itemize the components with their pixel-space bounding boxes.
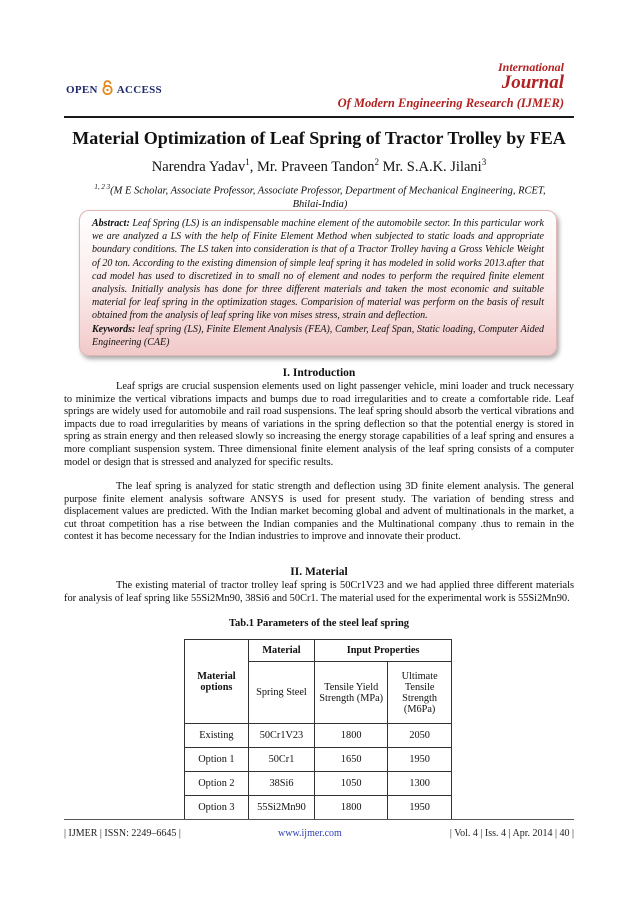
journal-name-line2: Journal xyxy=(501,72,564,93)
author-3: Mr. S.A.K. Jilani xyxy=(378,158,482,175)
cell-tys: 1650 xyxy=(315,748,388,772)
material-paragraph: The existing material of tractor trolley leaf spring is 50Cr1V23 and we had applied three different materials for analysis of leaf spring like 55Si2Mn90, 38Si6 and 50Cr1. The material used for the experimental work is 55Si2Mn90. xyxy=(64,580,574,604)
section-heading-introduction: I. Introduction xyxy=(282,367,356,379)
table-row xyxy=(185,772,452,796)
section-heading-material: II. Material xyxy=(290,566,348,578)
author-2: , Mr. Praveen Tandon xyxy=(249,158,375,175)
cell-option: Option 1 xyxy=(185,748,249,772)
subheader-tensile-yield: Tensile Yield Strength (MPa) xyxy=(315,662,388,724)
author-3-sup: 3 xyxy=(481,157,487,167)
journal-name-line1: International xyxy=(497,60,564,74)
subheader-spring-steel: Spring Steel xyxy=(248,662,314,724)
cell-tys: 1800 xyxy=(315,724,388,748)
abstract-text xyxy=(92,217,544,349)
affiliation-line2: Bhilai-India) xyxy=(292,198,348,210)
cell-tys: 1800 xyxy=(315,796,388,820)
cell-steel: 38Si6 xyxy=(248,772,314,796)
journal-name-line3: Of Modern Engineering Research (IJMER) xyxy=(337,96,564,110)
affiliation xyxy=(80,181,560,211)
abstract-label: Abstract: xyxy=(92,218,130,229)
header-material: Material xyxy=(248,640,314,662)
cell-option: Existing xyxy=(185,724,249,748)
intro-paragraph-2: The leaf spring is analyzed for static strength and deflection using 3D finite element analysis. The general purpose finite element analysis software ANSYS is used for present study. The variation of bending stress and displacement values are predicted. With the Indian market becoming global and advent of multinationals in the market, a cut throat competition has a rise between the Indian companies and the Multinational company .thus to remain in the contest it has become necessary for the Indian industries to improve and innovate their product. xyxy=(64,481,574,543)
author-1-sup: 1 xyxy=(245,157,250,167)
cell-steel: 55Si2Mn90 xyxy=(248,796,314,820)
material-table xyxy=(184,639,452,820)
footer-volume: | Vol. 4 | Iss. 4 | Apr. 2014 | 40 | xyxy=(449,828,574,839)
cell-uts: 2050 xyxy=(388,724,452,748)
paper-title: Material Optimization of Leaf Spring of Tractor Trolley by FEA xyxy=(72,128,566,148)
footer-issn: | IJMER | ISSN: 2249–6645 | xyxy=(64,828,181,839)
table-row xyxy=(185,724,452,748)
author-list xyxy=(64,157,574,176)
cell-uts: 1950 xyxy=(388,796,452,820)
table-row xyxy=(185,796,452,820)
open-access-logo xyxy=(66,82,162,97)
subheader-ultimate-tensile: Ultimate Tensile Strength (M6Pa) xyxy=(388,662,452,724)
header-input-properties: Input Properties xyxy=(315,640,452,662)
cell-steel: 50Cr1V23 xyxy=(248,724,314,748)
author-1: Narendra Yadav xyxy=(151,158,246,175)
header-rule xyxy=(64,116,574,118)
abstract-body: Leaf Spring (LS) is an indispensable machine element of the automobile sector. In this particular work we are analyzed a LS with the help of Finite Element Method when subjected to static loads and appropriate boundary conditions. The LS taken into consideration is that of a Tractor Trolley having a Gross Vehicle Weight of 20 ton. According to the existing dimension of simple leaf spring it has modeled in solid works 2013.after that cad model has used to discretized in to small no of element and nodes to perform the required finite element analysis. Initially analysis has done for three different materials and taken the most economic and suitable material for leaf spring in the optimization stages. Comparision of material was perform on the basis of result obtained from the analysis of leaf spring like von mises stress, strain and deflection. xyxy=(92,218,544,322)
open-lock-icon xyxy=(101,80,114,95)
intro-paragraph-1: Leaf sprigs are crucial suspension elements used on light passenger vehicle, mini loader and truck necessary to minimize the vertical vibrations impacts and bumps due to road irregularities and to create a comfortable ride. Leaf springs are widely used for automobile and rail road suspensions. The leaf spring should absorb the vertical vibrations and impacts due to road irregularities by means of variations in the spring deflection so that the potential energy is stored in spring as strain energy and then released slowly so increasing the energy storage capabilities of a leaf spring and ensures a more compliant suspension system. Three dimensional finite element analysis of the leaf spring consists of a computer model or design that is stressed and analyzed for specific results. xyxy=(64,381,574,468)
keywords-label: Keywords: xyxy=(92,323,136,335)
affiliation-line1: (M E Scholar, Associate Professor, Associate Professor, Department of Mechanical Engineering, RCET, xyxy=(110,185,546,197)
table-row xyxy=(185,748,452,772)
affiliation-sup: 1, 2 3 xyxy=(94,183,111,191)
cell-uts: 1950 xyxy=(388,748,452,772)
cell-option: Option 3 xyxy=(185,796,249,820)
open-access-left: OPEN xyxy=(66,83,98,96)
cell-tys: 1050 xyxy=(315,772,388,796)
keywords-body: leaf spring (LS), Finite Element Analysis (FEA), Camber, Leaf Span, Static loading, Computer Aided Engineering (CAE) xyxy=(92,323,545,348)
footer-rule xyxy=(64,819,574,820)
cell-option: Option 2 xyxy=(185,772,249,796)
open-access-right: ACCESS xyxy=(116,83,162,96)
table-caption: Tab.1 Parameters of the steel leaf spring xyxy=(228,618,410,629)
header-material-options: Material options xyxy=(185,640,249,724)
cell-uts: 1300 xyxy=(388,772,452,796)
footer-website-link[interactable]: www.ijmer.com xyxy=(278,828,342,839)
cell-steel: 50Cr1 xyxy=(248,748,314,772)
author-2-sup: 2 xyxy=(374,157,379,167)
